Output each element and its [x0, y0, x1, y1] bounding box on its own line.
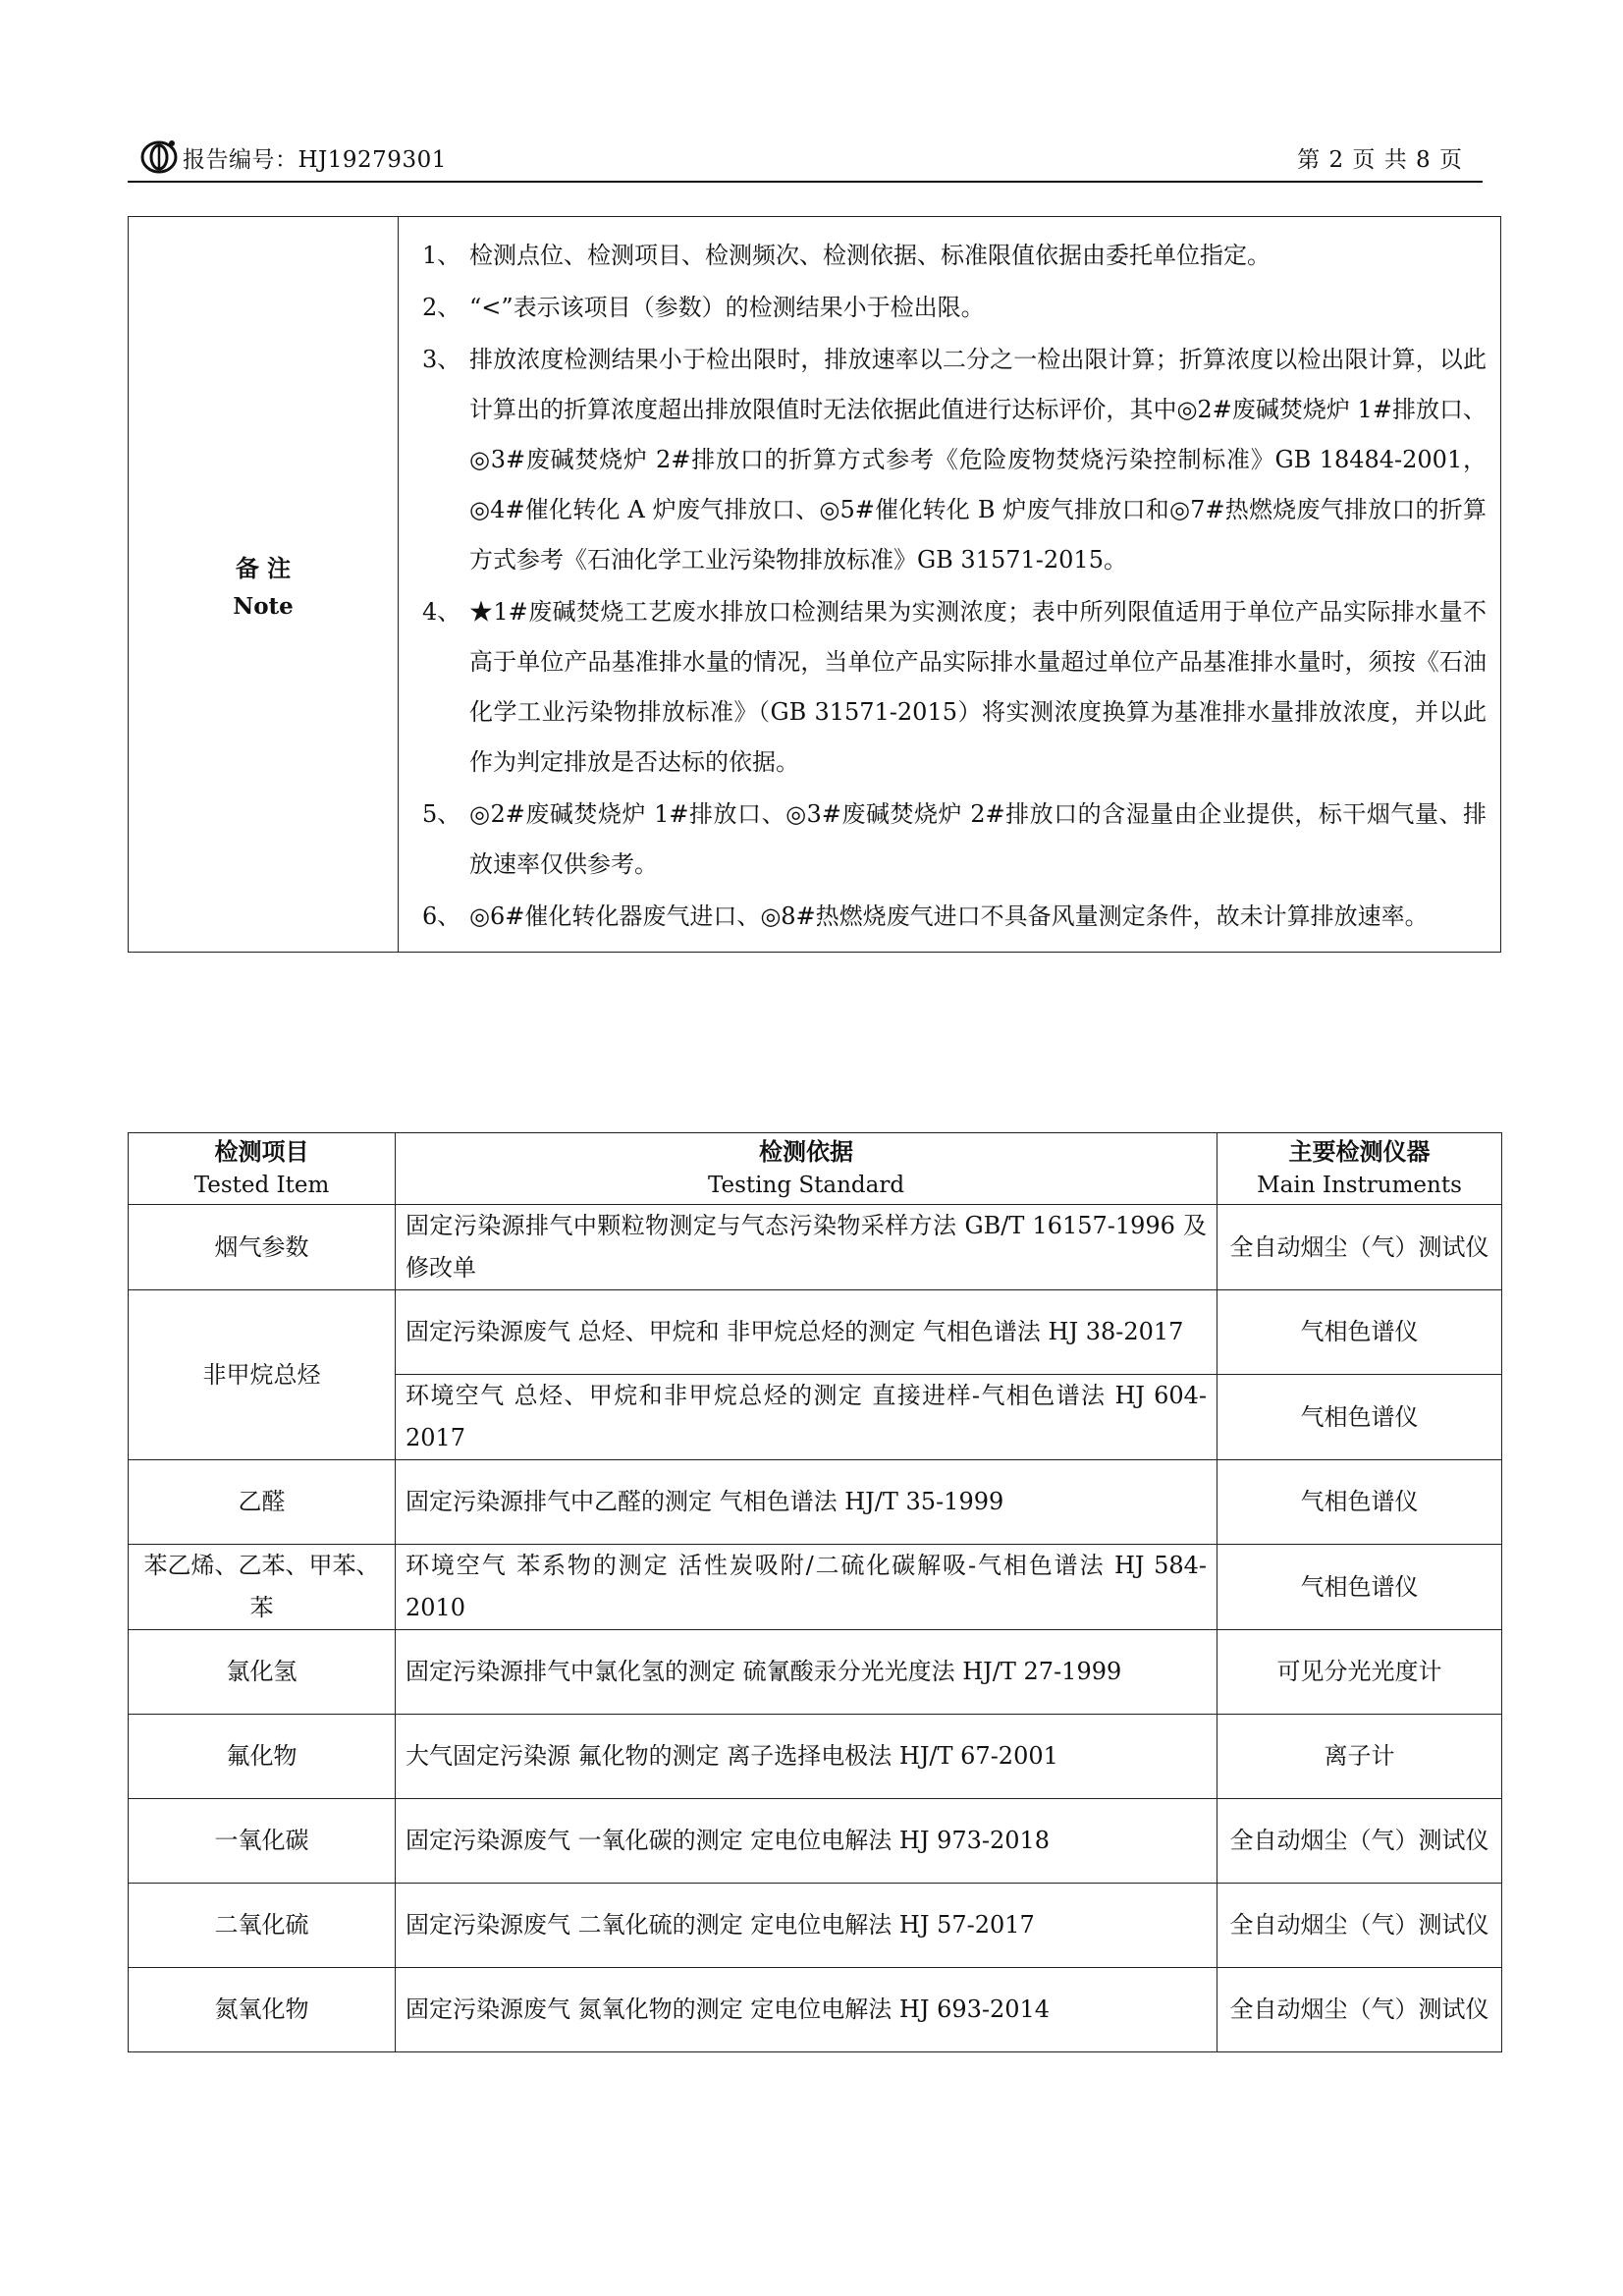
- instrument-cell: 气相色谱仪: [1217, 1460, 1502, 1545]
- page-header: [128, 136, 1483, 183]
- note-item-text: ◎2#废碱焚烧炉 1#排放口、◎3#废碱焚烧炉 2#排放口的含湿量由企业提供，标干烟气量、排放速率仅供参考。: [469, 800, 1487, 878]
- test-method-table: [128, 1132, 1502, 2052]
- instrument-cell: 全自动烟尘（气）测试仪: [1217, 1205, 1502, 1290]
- note-label-zh: 备 注: [235, 554, 292, 582]
- note-label: [129, 217, 399, 953]
- testing-standard-cell: 固定污染源废气 总烃、甲烷和 非甲烷总烃的测定 气相色谱法 HJ 38-2017: [396, 1290, 1217, 1375]
- table-row: [129, 1460, 1502, 1545]
- tested-item-cell: 二氧化硫: [129, 1884, 396, 1968]
- tested-item-cell: 氟化物: [129, 1715, 396, 1799]
- tested-item-cell: 烟气参数: [129, 1205, 396, 1290]
- testing-standard-cell: 环境空气 总烃、甲烷和非甲烷总烃的测定 直接进样-气相色谱法 HJ 604-2017: [396, 1375, 1217, 1460]
- note-item-number: 2、: [422, 294, 461, 321]
- column-header-testing-standard: 检测依据 Testing Standard: [396, 1133, 1217, 1205]
- note-item-number: 5、: [422, 800, 461, 828]
- note-item: [412, 231, 1487, 281]
- tested-item-cell: 氮氧化物: [129, 1968, 396, 2052]
- testing-standard-cell: 固定污染源排气中乙醛的测定 气相色谱法 HJ/T 35-1999: [396, 1460, 1217, 1545]
- report-number: 报告编号：HJ19279301: [183, 147, 447, 173]
- note-item: [412, 892, 1487, 942]
- tested-item-cell: 乙醛: [129, 1460, 396, 1545]
- instrument-cell: 全自动烟尘（气）测试仪: [1217, 1884, 1502, 1968]
- note-table: [128, 216, 1501, 953]
- note-item-number: 6、: [422, 902, 461, 930]
- table-row: [129, 1968, 1502, 2052]
- testing-standard-cell: 固定污染源废气 氮氧化物的测定 定电位电解法 HJ 693-2014: [396, 1968, 1217, 2052]
- note-item: [412, 335, 1487, 585]
- instrument-cell: 离子计: [1217, 1715, 1502, 1799]
- note-item-number: 3、: [422, 346, 461, 373]
- note-label-en: Note: [233, 593, 294, 620]
- table-row: [129, 1290, 1502, 1375]
- note-item: [412, 790, 1487, 890]
- note-item-text: ◎6#催化转化器废气进口、◎8#热燃烧废气进口不具备风量测定条件，故未计算排放速率。: [469, 902, 1429, 930]
- instrument-cell: 全自动烟尘（气）测试仪: [1217, 1799, 1502, 1884]
- table-row: [129, 1205, 1502, 1290]
- testing-standard-cell: 固定污染源废气 一氧化碳的测定 定电位电解法 HJ 973-2018: [396, 1799, 1217, 1884]
- testing-standard-cell: 固定污染源排气中氯化氢的测定 硫氰酸汞分光光度法 HJ/T 27-1999: [396, 1630, 1217, 1715]
- instrument-cell: 可见分光光度计: [1217, 1630, 1502, 1715]
- testing-standard-cell: 固定污染源排气中颗粒物测定与气态污染物采样方法 GB/T 16157-1996 及修改单: [396, 1205, 1217, 1290]
- note-item-number: 4、: [422, 598, 461, 626]
- table-row: [129, 1715, 1502, 1799]
- note-item: [412, 587, 1487, 788]
- testing-standard-cell: 环境空气 苯系物的测定 活性炭吸附/二硫化碳解吸-气相色谱法 HJ 584-2010: [396, 1545, 1217, 1630]
- note-item-text: “<”表示该项目（参数）的检测结果小于检出限。: [469, 294, 985, 321]
- tested-item-cell: 氯化氢: [129, 1630, 396, 1715]
- column-header-tested-item: 检测项目 Tested Item: [129, 1133, 396, 1205]
- table-row: [129, 1884, 1502, 1968]
- test-method-body: [129, 1205, 1502, 2052]
- company-logo-icon: [139, 136, 179, 175]
- table-header-row: [129, 1133, 1502, 1205]
- column-header-main-instruments: 主要检测仪器 Main Instruments: [1217, 1133, 1502, 1205]
- tested-item-cell: 苯乙烯、乙苯、甲苯、苯: [129, 1545, 396, 1630]
- instrument-cell: 全自动烟尘（气）测试仪: [1217, 1968, 1502, 2052]
- note-item-number: 1、: [422, 242, 461, 269]
- instrument-cell: 气相色谱仪: [1217, 1375, 1502, 1460]
- tested-item-cell: 一氧化碳: [129, 1799, 396, 1884]
- testing-standard-cell: 固定污染源废气 二氧化硫的测定 定电位电解法 HJ 57-2017: [396, 1884, 1217, 1968]
- note-item-text: 排放浓度检测结果小于检出限时，排放速率以二分之一检出限计算；折算浓度以检出限计算，以此计算出的折算浓度超出排放限值时无法依据此值进行达标评价，其中◎2#废碱焚烧炉 1#排放口、◎3#废碱焚烧炉 2#排放口的折算方式参考《危险废物焚烧污染控制标准》GB 18484-2001，◎4#催化转化 A 炉废气排放口、◎5#催化转化 B 炉废气排放口和◎7#热燃烧废气排放口的折算方式参考《石油化学工业污染物排放标准》GB 31571-2015。: [469, 346, 1487, 574]
- note-item: [412, 283, 1487, 333]
- instrument-cell: 气相色谱仪: [1217, 1545, 1502, 1630]
- table-row: [129, 1630, 1502, 1715]
- table-row: [129, 1799, 1502, 1884]
- testing-standard-cell: 大气固定污染源 氟化物的测定 离子选择电极法 HJ/T 67-2001: [396, 1715, 1217, 1799]
- instrument-cell: 气相色谱仪: [1217, 1290, 1502, 1375]
- note-item-text: 检测点位、检测项目、检测频次、检测依据、标准限值依据由委托单位指定。: [469, 242, 1271, 269]
- table-row: [129, 1545, 1502, 1630]
- tested-item-cell: 非甲烷总烃: [129, 1290, 396, 1460]
- note-item-text: ★1#废碱焚烧工艺废水排放口检测结果为实测浓度；表中所列限值适用于单位产品实际排水量不高于单位产品基准排水量的情况，当单位产品实际排水量超过单位产品基准排水量时，须按《石油化学工业污染物排放标准》（GB 31571-2015）将实测浓度换算为基准排水量排放浓度，并以此作为判定排放是否达标的依据。: [469, 598, 1487, 776]
- page-number: 第 2 页 共 8 页: [1297, 147, 1463, 173]
- note-content: [399, 217, 1501, 953]
